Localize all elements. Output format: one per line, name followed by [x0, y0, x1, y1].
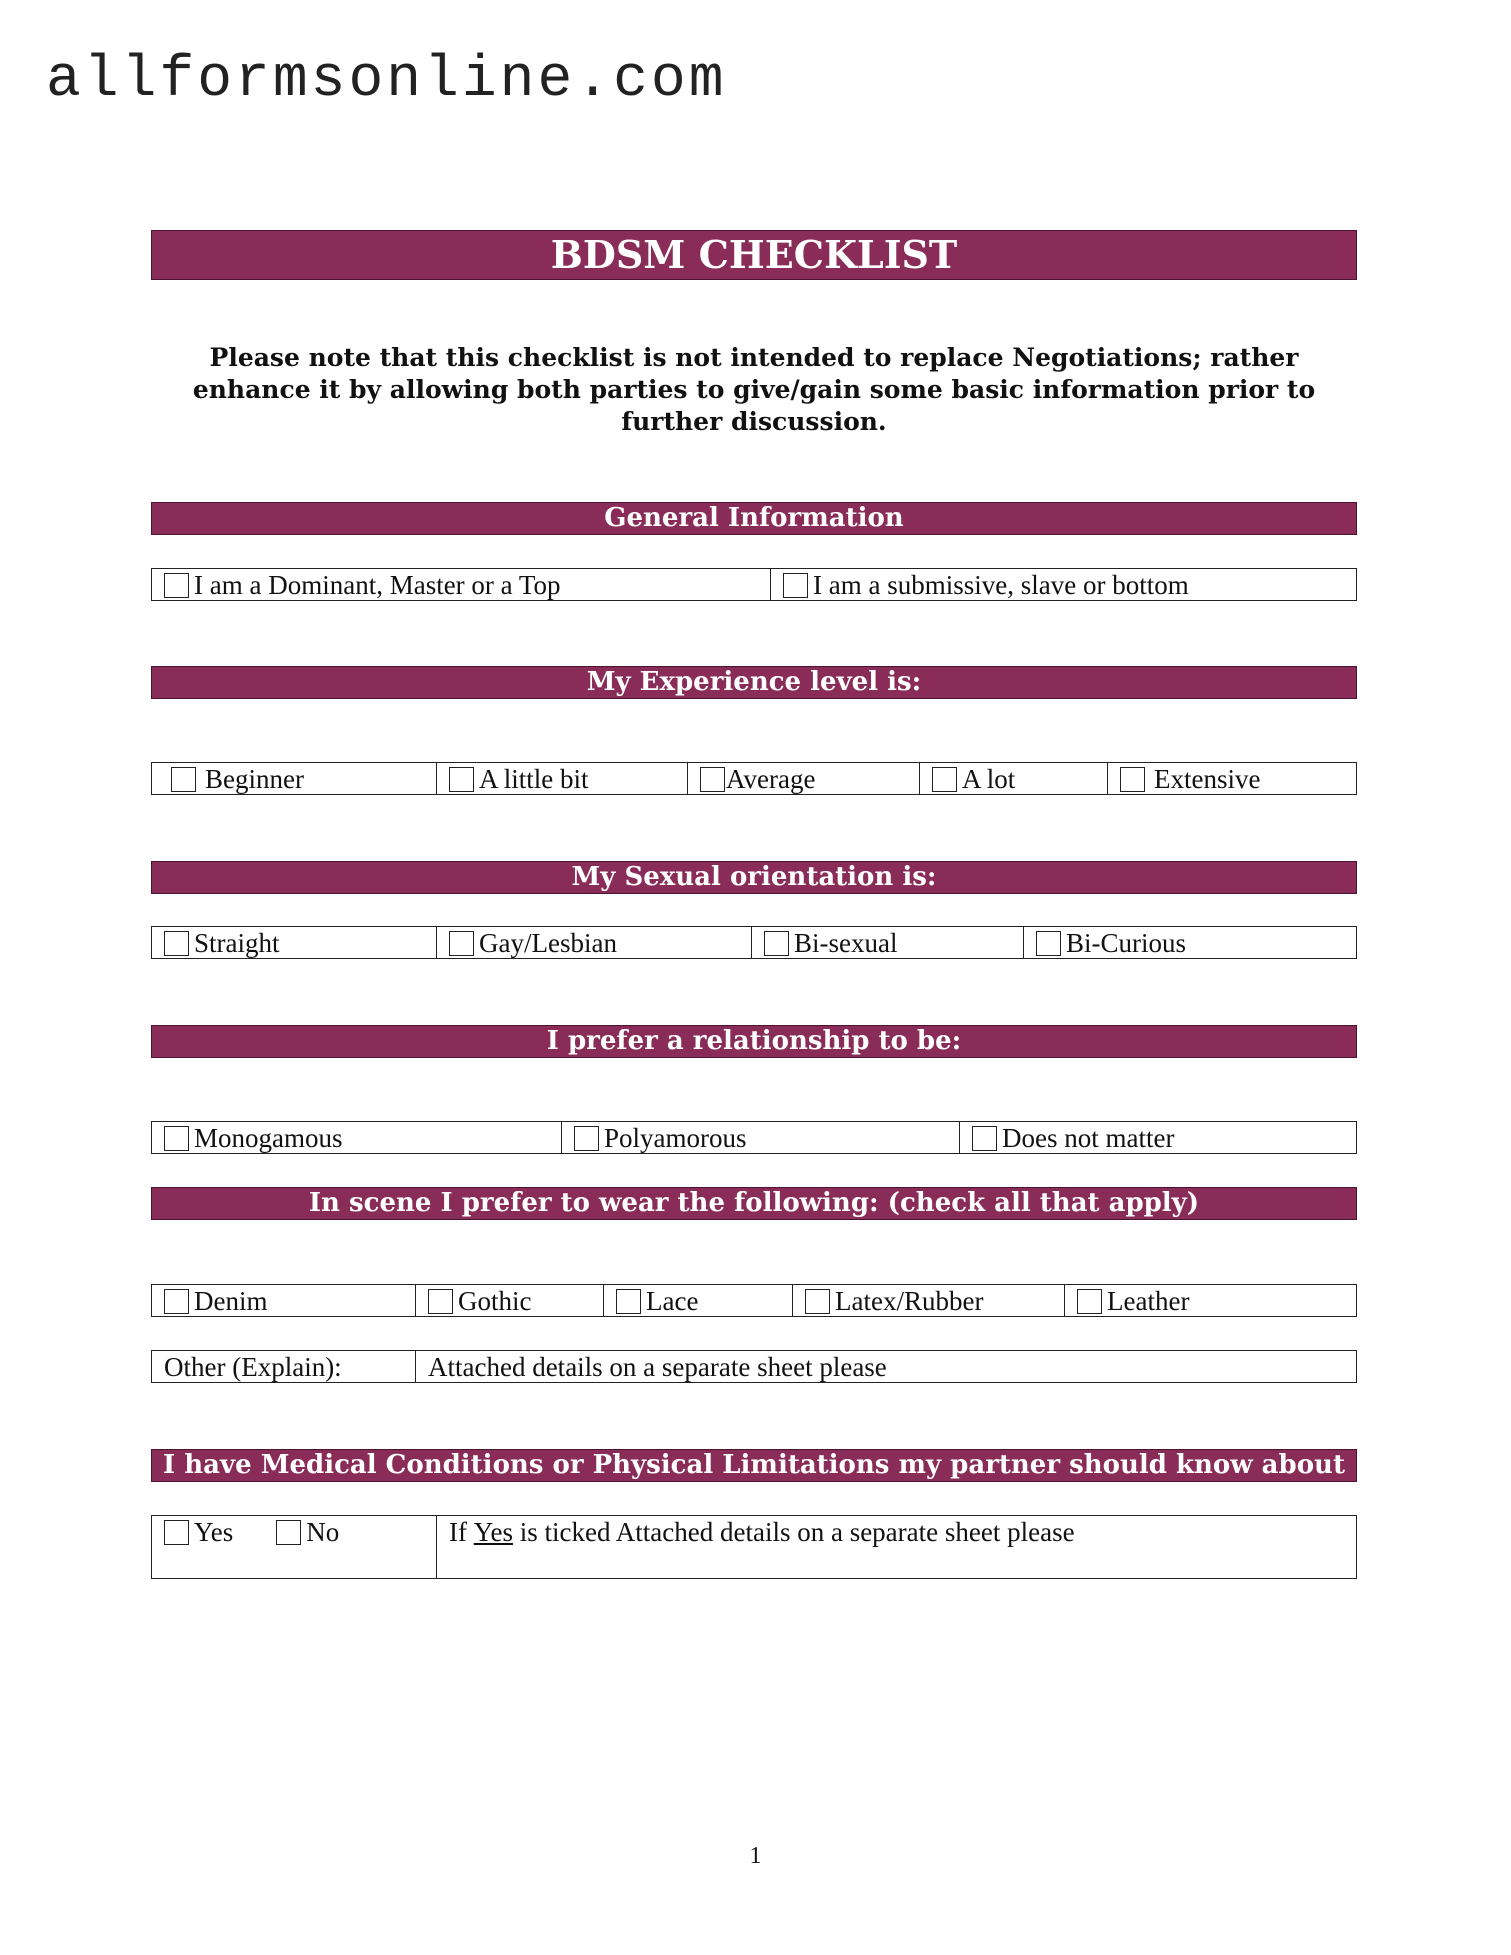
option-monogamous[interactable]	[152, 1122, 562, 1153]
section-header-wear: In scene I prefer to wear the following: (check all that apply)	[151, 1187, 1357, 1220]
option-bisexual[interactable]	[752, 927, 1024, 958]
medical-note-suffix: is ticked Attached details on a separate sheet please	[513, 1517, 1075, 1547]
checkbox-yes[interactable]	[164, 1520, 189, 1545]
checkbox[interactable]	[700, 767, 725, 792]
checkbox[interactable]	[574, 1126, 599, 1151]
section-header-general: General Information	[151, 502, 1357, 535]
page-number: 1	[749, 1843, 762, 1869]
medical-yes-no	[152, 1516, 437, 1578]
option-lace[interactable]	[604, 1285, 793, 1316]
option-gay-lesbian[interactable]	[437, 927, 752, 958]
section-header-medical: I have Medical Conditions or Physical Limitations my partner should know about	[151, 1449, 1357, 1482]
no-label: No	[306, 1517, 340, 1547]
checkbox[interactable]	[764, 931, 789, 956]
watermark: allformsonline.com	[46, 48, 727, 113]
option-label: Does not matter	[1002, 1123, 1175, 1153]
checkbox[interactable]	[449, 931, 474, 956]
option-label: Bi-sexual	[794, 928, 898, 958]
option-label: Gothic	[458, 1286, 532, 1316]
option-latex-rubber[interactable]	[793, 1285, 1065, 1316]
checkbox[interactable]	[805, 1289, 830, 1314]
option-straight[interactable]	[152, 927, 437, 958]
checkbox[interactable]	[171, 767, 196, 792]
option-beginner[interactable]	[152, 763, 437, 794]
checkbox[interactable]	[783, 573, 808, 598]
option-polyamorous[interactable]	[562, 1122, 960, 1153]
yes-label: Yes	[194, 1517, 234, 1547]
medical-details-field[interactable]	[437, 1516, 1356, 1578]
option-dominant[interactable]	[152, 569, 771, 600]
medical-row	[151, 1515, 1357, 1579]
wear-options-row	[151, 1284, 1357, 1317]
other-explain-field[interactable]: Attached details on a separate sheet please	[428, 1352, 887, 1382]
checkbox[interactable]	[164, 931, 189, 956]
medical-note-yes: Yes	[473, 1517, 514, 1547]
checkbox[interactable]	[932, 767, 957, 792]
section-header-orientation: My Sexual orientation is:	[151, 861, 1357, 894]
section-header-experience: My Experience level is:	[151, 666, 1357, 699]
option-label: Lace	[646, 1286, 699, 1316]
option-a-little-bit[interactable]	[437, 763, 688, 794]
checkbox[interactable]	[164, 573, 189, 598]
option-label: Latex/Rubber	[835, 1286, 984, 1316]
option-a-lot[interactable]	[920, 763, 1108, 794]
option-label: Monogamous	[194, 1123, 343, 1153]
checkbox[interactable]	[164, 1126, 189, 1151]
checkbox[interactable]	[1077, 1289, 1102, 1314]
option-label: Leather	[1107, 1286, 1190, 1316]
option-label: Polyamorous	[604, 1123, 747, 1153]
page-title: BDSM CHECKLIST	[151, 230, 1357, 280]
option-label: Average	[726, 764, 816, 794]
option-denim[interactable]	[152, 1285, 416, 1316]
option-label: Extensive	[1154, 764, 1261, 794]
orientation-options-row	[151, 926, 1357, 959]
medical-note-prefix: If	[449, 1517, 474, 1547]
option-label: A lot	[962, 764, 1016, 794]
experience-options-row	[151, 762, 1357, 795]
option-label: Denim	[194, 1286, 268, 1316]
checkbox[interactable]	[1036, 931, 1061, 956]
checkbox[interactable]	[428, 1289, 453, 1314]
option-label: I am a Dominant, Master or a Top	[194, 570, 561, 600]
option-label: A little bit	[479, 764, 589, 794]
other-label: Other (Explain):	[152, 1351, 416, 1382]
option-leather[interactable]	[1065, 1285, 1356, 1316]
checkbox[interactable]	[164, 1289, 189, 1314]
option-label: I am a submissive, slave or bottom	[813, 570, 1189, 600]
general-options-row	[151, 568, 1357, 601]
intro-note: Please note that this checklist is not intended to replace Negotiations; rather enhance it by allowing both parties to give/gain some basic information prior to further discussion.	[192, 343, 1316, 436]
section-header-relationship: I prefer a relationship to be:	[151, 1025, 1357, 1058]
option-submissive[interactable]	[771, 569, 1356, 600]
checkbox-no[interactable]	[276, 1520, 301, 1545]
checkbox[interactable]	[972, 1126, 997, 1151]
option-label: Gay/Lesbian	[479, 928, 617, 958]
checkbox[interactable]	[616, 1289, 641, 1314]
option-label: Beginner	[205, 764, 304, 794]
option-gothic[interactable]	[416, 1285, 604, 1316]
option-extensive[interactable]	[1108, 763, 1356, 794]
option-bi-curious[interactable]	[1024, 927, 1356, 958]
checkbox[interactable]	[1120, 767, 1145, 792]
wear-other-row	[151, 1350, 1357, 1383]
checkbox[interactable]	[449, 767, 474, 792]
option-label: Bi-Curious	[1066, 928, 1187, 958]
option-label: Straight	[194, 928, 280, 958]
option-does-not-matter[interactable]	[960, 1122, 1356, 1153]
relationship-options-row	[151, 1121, 1357, 1154]
option-average[interactable]	[688, 763, 920, 794]
